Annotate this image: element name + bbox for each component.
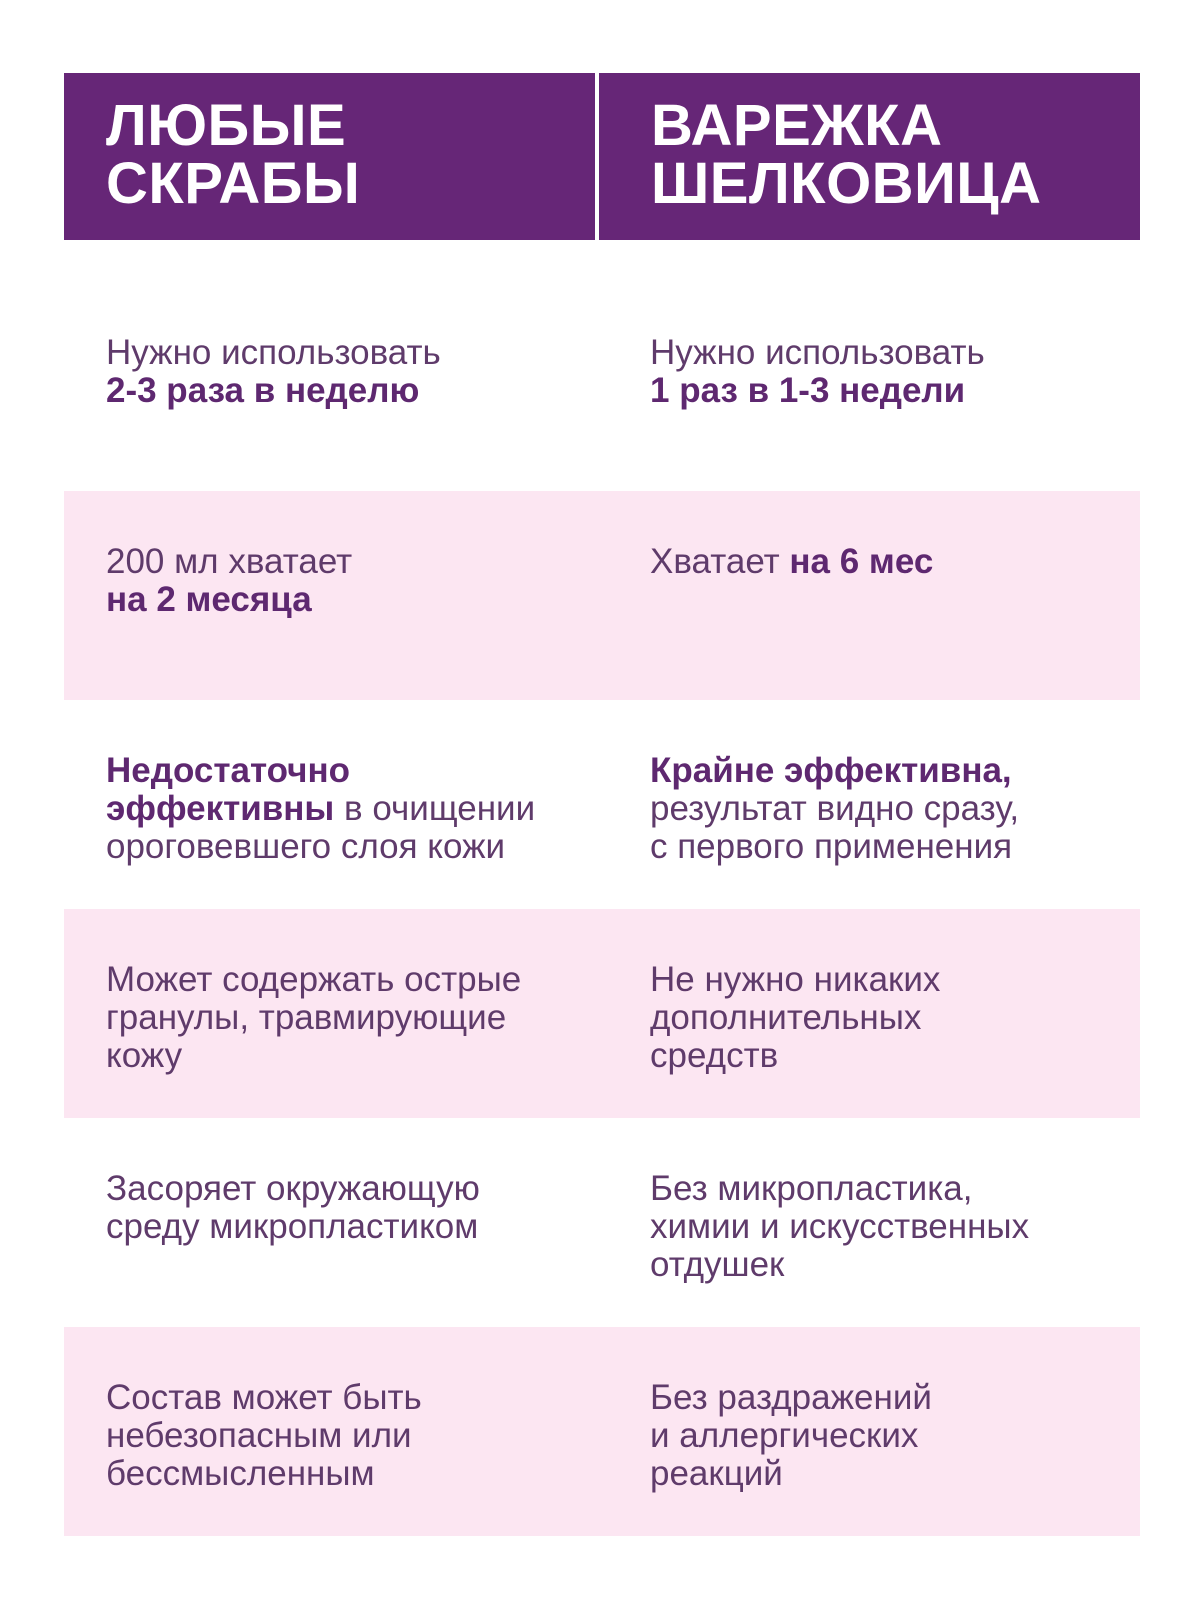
cell-mitten-composition — [596, 1327, 1140, 1536]
cell-mitten-safety — [596, 909, 1140, 1118]
text-line-bold: 1 раз в 1-3 недели — [650, 371, 966, 410]
table-row-safety — [64, 909, 1140, 1118]
text-bold: эффективны — [106, 789, 335, 828]
text-normal: Хватает — [650, 542, 790, 581]
text-line: отдушек — [650, 1245, 785, 1284]
text-line: результат видно сразу, — [650, 789, 1020, 828]
cell-mitten-usage — [596, 282, 1140, 491]
text-line: небезопасным или — [106, 1416, 412, 1455]
text-line: средств — [650, 1036, 779, 1075]
header-mitten-line-2: ШЕЛКОВИЦА — [651, 151, 1042, 216]
header-scrubs-line-2: СКРАБЫ — [106, 151, 361, 216]
table-row-composition — [64, 1327, 1140, 1536]
table-row-environment — [64, 1118, 1140, 1327]
text-line: ороговевшего слоя кожи — [106, 827, 506, 866]
text-line: и аллергических — [650, 1416, 919, 1455]
text-line-bold: Крайне эффективна, — [650, 751, 1012, 790]
text-line: Состав может быть — [106, 1378, 422, 1417]
header-mitten — [595, 73, 1140, 240]
text-line: с первого применения — [650, 827, 1013, 866]
text-line: дополнительных — [650, 998, 922, 1037]
text-line: Может содержать острые — [106, 960, 522, 999]
text-line — [650, 543, 1140, 581]
text-bold: на 6 мес — [789, 542, 934, 581]
text-line — [106, 790, 596, 828]
cell-scrubs-composition — [64, 1327, 596, 1536]
cell-scrubs-duration — [64, 491, 596, 700]
text-line: Нужно использовать — [650, 333, 985, 372]
text-line: бессмысленным — [106, 1454, 375, 1493]
text-line: Без раздражений — [650, 1378, 932, 1417]
text-line: кожу — [106, 1036, 183, 1075]
text-line: Не нужно никаких — [650, 960, 941, 999]
cell-mitten-environment — [596, 1118, 1140, 1327]
text-normal: в очищении — [334, 789, 536, 828]
text-line: 200 мл хватает — [106, 542, 353, 581]
text-line: реакций — [650, 1454, 783, 1493]
cell-scrubs-environment — [64, 1118, 596, 1327]
text-line: среду микропластиком — [106, 1207, 479, 1246]
text-line-bold: на 2 месяца — [106, 580, 312, 619]
text-line-bold: 2-3 раза в неделю — [106, 371, 420, 410]
text-line: Нужно использовать — [106, 333, 441, 372]
table-row-usage-frequency — [64, 282, 1140, 491]
text-line: гранулы, травмирующие — [106, 998, 507, 1037]
text-line: Засоряет окружающую — [106, 1169, 480, 1208]
text-line: Без микропластика, — [650, 1169, 973, 1208]
header-scrubs-line-1: ЛЮБЫЕ — [106, 93, 347, 158]
table-header — [64, 73, 1140, 240]
cell-scrubs-usage — [64, 282, 596, 491]
header-mitten-line-1: ВАРЕЖКА — [651, 93, 943, 158]
cell-scrubs-safety — [64, 909, 596, 1118]
text-line-bold: Недостаточно — [106, 751, 350, 790]
cell-mitten-effectiveness — [596, 700, 1140, 909]
cell-mitten-duration — [596, 491, 1140, 700]
header-scrubs — [64, 73, 595, 240]
text-line: химии и искусственных — [650, 1207, 1030, 1246]
table-row-duration — [64, 491, 1140, 700]
table-body — [64, 282, 1140, 1536]
table-row-effectiveness — [64, 700, 1140, 909]
cell-scrubs-effectiveness — [64, 700, 596, 909]
comparison-table — [64, 73, 1140, 1536]
